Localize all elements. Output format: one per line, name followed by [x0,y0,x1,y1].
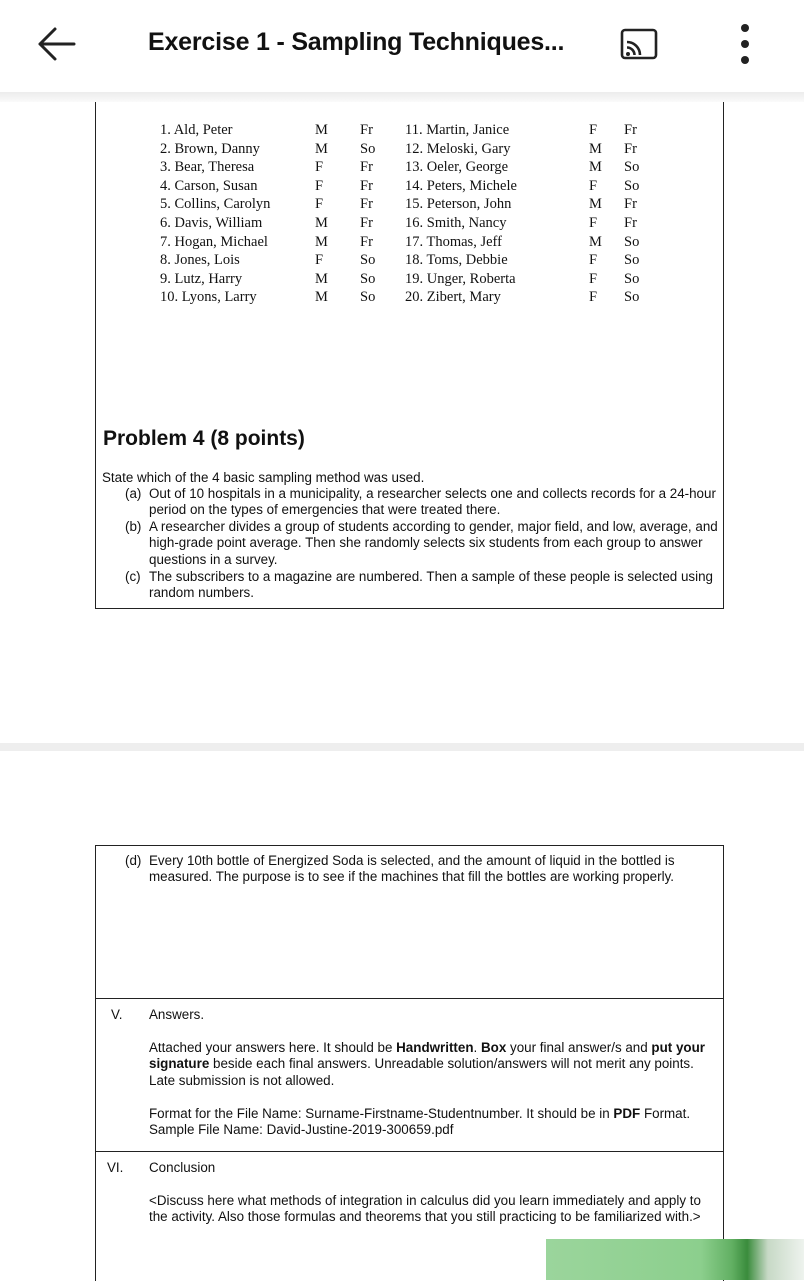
conclusion-text: <Discuss here what methods of integration in calculus did you learn immediately and apply to the activity. Also those formulas and theorems that you still practicing to be familiarized with.> [149,1193,701,1225]
arrow-left-icon[interactable] [34,24,78,64]
roster-gender: M [589,233,602,250]
camera-thumbnail [546,1239,804,1280]
roster-name: 7. Hogan, Michael [160,233,268,250]
roster-gender: F [315,252,324,269]
roster-gender: F [315,159,324,176]
item-label: (d) [125,853,142,868]
roster-year: Fr [624,214,637,231]
roster-gender-left [315,121,335,307]
roster-gender: F [589,289,598,306]
roster-year: So [624,289,640,306]
item-text: A researcher divides a group of students according to gender, major field, and low, average, and high-grade point average. Then she randomly selects six students from each group to answer questions in a survey. [149,519,718,567]
roster-year-left [360,121,375,307]
roster-year: So [624,233,640,250]
item-text: The subscribers to a magazine are numbered. Then a sample of these people is selected using random numbers. [149,569,713,601]
item-text: Out of 10 hospitals in a municipality, a researcher selects one and collects records for a 24-hour period on the types of emergencies that were treated there. [149,486,716,518]
roster-year: Fr [360,122,373,138]
roster-gender: M [315,270,328,287]
roster-gender: F [315,177,324,194]
roster-name: 2. Brown, Danny [160,140,260,157]
roster-year: Fr [360,177,373,194]
section-number: VI. [107,1160,124,1175]
roster-year: So [360,270,376,287]
roster-name: 14. Peters, Michele [405,177,517,194]
roster-name: 17. Thomas, Jeff [405,233,502,250]
roster-name: 13. Oeler, George [405,159,509,176]
page-separator [0,743,804,751]
roster-year: So [624,159,640,176]
item-label: (a) [125,486,142,501]
roster-gender: F [315,196,324,213]
roster-gender-right [589,121,609,307]
roster-gender: F [589,214,598,231]
section-divider [95,1151,723,1152]
roster-names-right [405,121,517,307]
conclusion-heading: Conclusion [149,1160,216,1175]
file-name-format: Format for the File Name: Surname-Firstname-Studentnumber. It should be in PDF Format. Sample File Name: David-Justine-2019-300659.pdf [149,1106,691,1138]
roster-name: 8. Jones, Lois [160,252,240,269]
roster-name: 18. Toms, Debbie [405,252,508,269]
roster-name: 6. Davis, William [160,214,263,231]
roster-year: Fr [360,159,373,176]
app-bar-shadow [0,92,804,102]
roster-year: Fr [624,122,637,138]
roster-gender: M [315,233,328,250]
roster-year: Fr [624,196,637,213]
section-number: V. [111,1007,123,1022]
roster-name: 15. Peterson, John [405,196,512,213]
roster-gender: M [589,140,602,157]
roster-name: 20. Zibert, Mary [405,289,501,306]
roster-gender: F [589,270,598,287]
roster-gender: M [589,159,602,176]
document-title: Exercise 1 - Sampling Techniques... [148,28,565,56]
roster-gender: F [589,122,598,138]
roster-year: So [360,252,376,269]
roster-name: 9. Lutz, Harry [160,270,243,287]
roster-name: 1. Ald, Peter [160,122,233,138]
problem-title: Problem 4 (8 points) [103,427,305,450]
roster-year: So [624,270,640,287]
answers-instructions: Attached your answers here. It should be Handwritten. Box your final answer/s and put your signature beside each final answers. Unreadable solution/answers will not merit any points. Late submission is not allowed. [149,1040,705,1088]
roster-name: 19. Unger, Roberta [405,270,516,287]
roster-year: Fr [360,214,373,231]
roster-gender: M [315,122,328,138]
roster-name: 10. Lyons, Larry [160,289,257,306]
roster-gender: M [315,214,328,231]
roster-year: So [624,252,640,269]
problem-instruction: State which of the 4 basic sampling method was used. [102,470,425,485]
section-divider [95,998,723,999]
item-text: Every 10th bottle of Energized Soda is selected, and the amount of liquid in the bottled is measured. The purpose is to see if the machines that fill the bottles are working properly. [149,853,675,885]
roster-year: Fr [624,140,637,157]
roster-name: 12. Meloski, Gary [405,140,511,157]
roster-name: 5. Collins, Carolyn [160,196,271,213]
roster-gender: M [315,289,328,306]
app-bar [0,0,804,92]
roster-name: 3. Bear, Theresa [160,159,255,176]
roster-gender: F [589,252,598,269]
roster-gender: M [589,196,602,213]
answers-heading: Answers. [149,1007,205,1022]
roster-names-left [160,121,270,307]
roster-gender: F [589,177,598,194]
more-vertical-icon[interactable] [735,22,755,66]
roster-year: Fr [360,196,373,213]
roster-year: So [624,177,640,194]
roster-gender: M [315,140,328,157]
roster-name: 4. Carson, Susan [160,177,258,194]
roster-year: So [360,140,376,157]
item-label: (c) [125,569,141,584]
item-label: (b) [125,519,142,534]
roster-year: So [360,289,376,306]
roster-year-right [624,121,639,307]
roster-name: 11. Martin, Janice [405,122,510,138]
roster-year: Fr [360,233,373,250]
cast-icon[interactable] [620,28,658,60]
roster-name: 16. Smith, Nancy [405,214,507,231]
